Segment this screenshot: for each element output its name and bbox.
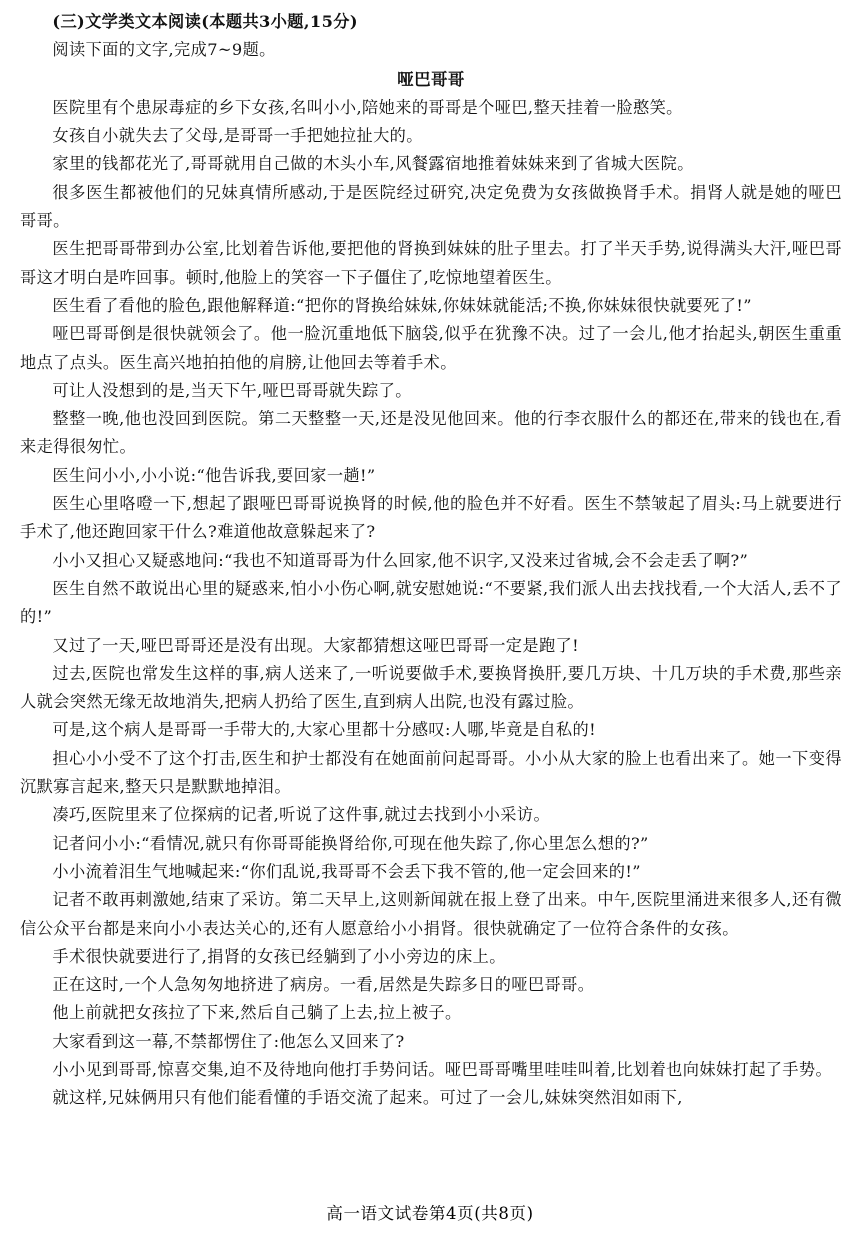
story-paragraph: 医生看了看他的脸色,跟他解释道:“把你的肾换给妹妹,你妹妹就能活;不换,你妹妹很快就要死了!” [52, 295, 752, 315]
story-paragraph: 记者问小小:“看情况,就只有你哥哥能换肾给你,可现在他失踪了,你心里怎么想的?” [52, 833, 649, 853]
story-paragraph: 家里的钱都花光了,哥哥就用自己做的木头小车,风餐露宿地推着妹妹来到了省城大医院。 [52, 154, 694, 174]
story-paragraph: 可是,这个病人是哥哥一手带大的,大家心里都十分感叹:人哪,毕竟是自私的! [52, 720, 596, 740]
story-paragraph: 正在这时,一个人急匆匆地挤进了病房。一看,居然是失踪多日的哑巴哥哥。 [52, 975, 595, 995]
page-footer: 高一语文试卷第4页(共8页) [326, 1204, 534, 1223]
story-paragraph: 又过了一天,哑巴哥哥还是没有出现。大家都猜想这哑巴哥哥一定是跑了! [52, 635, 580, 655]
story-paragraph: 过去,医院也常发生这样的事,病人送来了,一听说要做手术,要换肾换肝,要几万块、十几万块的手术费,那些亲人就会突然无缘无故地消失,把病人扔给了医生,直到病人出院,也没有露过脸。 [20, 663, 842, 712]
story-paragraph: 医生问小小,小小说:“他告诉我,要回家一趟!” [52, 465, 376, 485]
story-body [20, 94, 842, 1113]
story-paragraph: 大家看到这一幕,不禁都愣住了:他怎么又回来了? [52, 1031, 405, 1051]
story-paragraph: 手术很快就要进行了,捐肾的女孩已经躺到了小小旁边的床上。 [52, 946, 506, 966]
story-paragraph: 医生心里咯噔一下,想起了跟哑巴哥哥说换肾的时候,他的脸色并不好看。医生不禁皱起了眉头:马上就要进行手术了,他还跑回家干什么?难道他故意躲起来了? [20, 494, 842, 542]
story-paragraph: 小小见到哥哥,惊喜交集,迫不及待地向他打手势问话。哑巴哥哥嘴里哇哇叫着,比划着也向妹妹打起了手势。 [52, 1059, 833, 1079]
story-paragraph: 就这样,兄妹俩用只有他们能看懂的手语交流了起来。可过了一会儿,妹妹突然泪如雨下, [52, 1088, 683, 1108]
story-paragraph: 女孩自小就失去了父母,是哥哥一手把她拉扯大的。 [52, 126, 423, 146]
story-paragraph: 哑巴哥哥倒是很快就领会了。他一脸沉重地低下脑袋,似乎在犹豫不决。过了一会儿,他才抬起头,朝医生重重地点了点头。医生高兴地拍拍他的肩膀,让他回去等着手术。 [20, 324, 842, 372]
story-paragraph: 医生自然不敢说出心里的疑惑来,怕小小伤心啊,就安慰她说:“不要紧,我们派人出去找找看,一个大活人,丢不了的!” [20, 578, 842, 627]
story-paragraph: 很多医生都被他们的兄妹真情所感动,于是医院经过研究,决定免费为女孩做换肾手术。捐肾人就是她的哑巴哥哥。 [20, 182, 842, 231]
story-paragraph: 医生把哥哥带到办公室,比划着告诉他,要把他的肾换到妹妹的肚子里去。打了半天手势,说得满头大汗,哑巴哥哥这才明白是咋回事。顿时,他脸上的笑容一下子僵住了,吃惊地望着医生。 [20, 239, 842, 287]
story-paragraph: 整整一晚,他也没回到医院。第二天整整一天,还是没见他回来。他的行李衣服什么的都还在,带来的钱也在,看来走得很匆忙。 [20, 409, 842, 457]
reading-instruction: 阅读下面的文字,完成7~9题。 [52, 40, 276, 60]
story-paragraph: 可让人没想到的是,当天下午,哑巴哥哥就失踪了。 [52, 380, 412, 400]
story-paragraph: 小小又担心又疑惑地问:“我也不知道哥哥为什么回家,他不识字,又没来过省城,会不会走丢了啊?” [52, 550, 749, 570]
story-paragraph: 小小流着泪生气地喊起来:“你们乱说,我哥哥不会丢下我不管的,他一定会回来的!” [52, 861, 641, 881]
story-paragraph: 记者不敢再刺激她,结束了采访。第二天早上,这则新闻就在报上登了出来。中午,医院里涌进来很多人,还有微信公众平台都是来向小小表达关心的,还有人愿意给小小捐肾。很快就确定了一位符合条件的女孩。 [20, 890, 842, 938]
story-paragraph: 担心小小受不了这个打击,医生和护士都没有在她面前问起哥哥。小小从大家的脸上也看出来了。她一下变得沉默寡言起来,整天只是默默地掉泪。 [20, 748, 842, 797]
story-paragraph: 凑巧,医院里来了位探病的记者,听说了这件事,就过去找到小小采访。 [52, 805, 551, 825]
section-heading: (三)文学类文本阅读(本题共3小题,15分) [52, 12, 358, 31]
story-title: 哑巴哥哥 [397, 69, 465, 89]
story-paragraph: 医院里有个患尿毒症的乡下女孩,名叫小小,陪她来的哥哥是个哑巴,整天挂着一脸憨笑。 [52, 97, 683, 117]
story-paragraph: 他上前就把女孩拉了下来,然后自己躺了上去,拉上被子。 [52, 1003, 462, 1023]
